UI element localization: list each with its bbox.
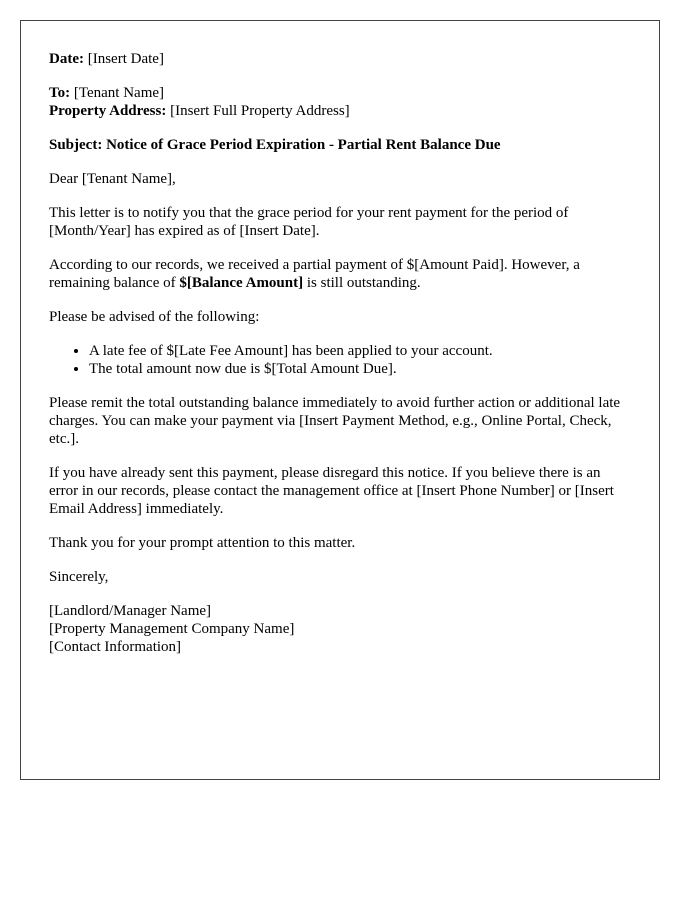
date-label: Date: <box>49 51 84 67</box>
property-address-value: [Insert Full Property Address] <box>170 103 350 119</box>
charges-list <box>49 342 631 378</box>
partial-payment-text: According to our records, we received a partial payment of $[Amount Paid]. However, a remaining balance of <box>49 257 580 291</box>
signature-contact: [Contact Information] <box>49 639 182 655</box>
thanks-line: Thank you for your prompt attention to this matter. <box>49 535 356 551</box>
paragraph-grace-period: This letter is to notify you that the grace period for your rent payment for the period of [Month/Year] has expired as of [Insert Date]. <box>49 205 569 239</box>
signature-company: [Property Management Company Name] <box>49 621 295 637</box>
paragraph-partial-payment <box>49 256 631 292</box>
signature-name: [Landlord/Manager Name] <box>49 603 212 619</box>
property-address-label: Property Address: <box>49 103 167 119</box>
paragraph-remit: Please remit the total outstanding balance immediately to avoid further action or additional late charges. You can make your payment via [Insert Payment Method, e.g., Online Portal, Check, etc.]. <box>49 395 621 447</box>
closing: Sincerely, <box>49 569 109 585</box>
signature-block <box>49 602 631 656</box>
paragraph-disregard: If you have already sent this payment, please disregard this notice. If you believe there is an error in our records, please contact the management office at [Insert Phone Number] or [Insert Email Address] immediately. <box>49 465 614 517</box>
to-value: [Tenant Name] <box>73 85 165 101</box>
recipient-block <box>49 84 631 120</box>
subject-line: Subject: Notice of Grace Period Expiration - Partial Rent Balance Due <box>49 137 501 153</box>
date-value: [Insert Date] <box>87 51 164 67</box>
to-label: To: <box>49 85 71 101</box>
outstanding-text: is still outstanding. <box>303 275 421 291</box>
list-item-total-due: • The total amount now due is $[Total Amount Due]. <box>89 360 631 378</box>
date-line <box>49 50 631 68</box>
letter-container <box>20 20 660 780</box>
list-item-late-fee: • A late fee of $[Late Fee Amount] has been applied to your account. <box>89 342 631 360</box>
balance-amount: $[Balance Amount] <box>179 275 304 291</box>
advised-line: Please be advised of the following: <box>49 309 260 325</box>
salutation: Dear [Tenant Name], <box>49 171 176 187</box>
